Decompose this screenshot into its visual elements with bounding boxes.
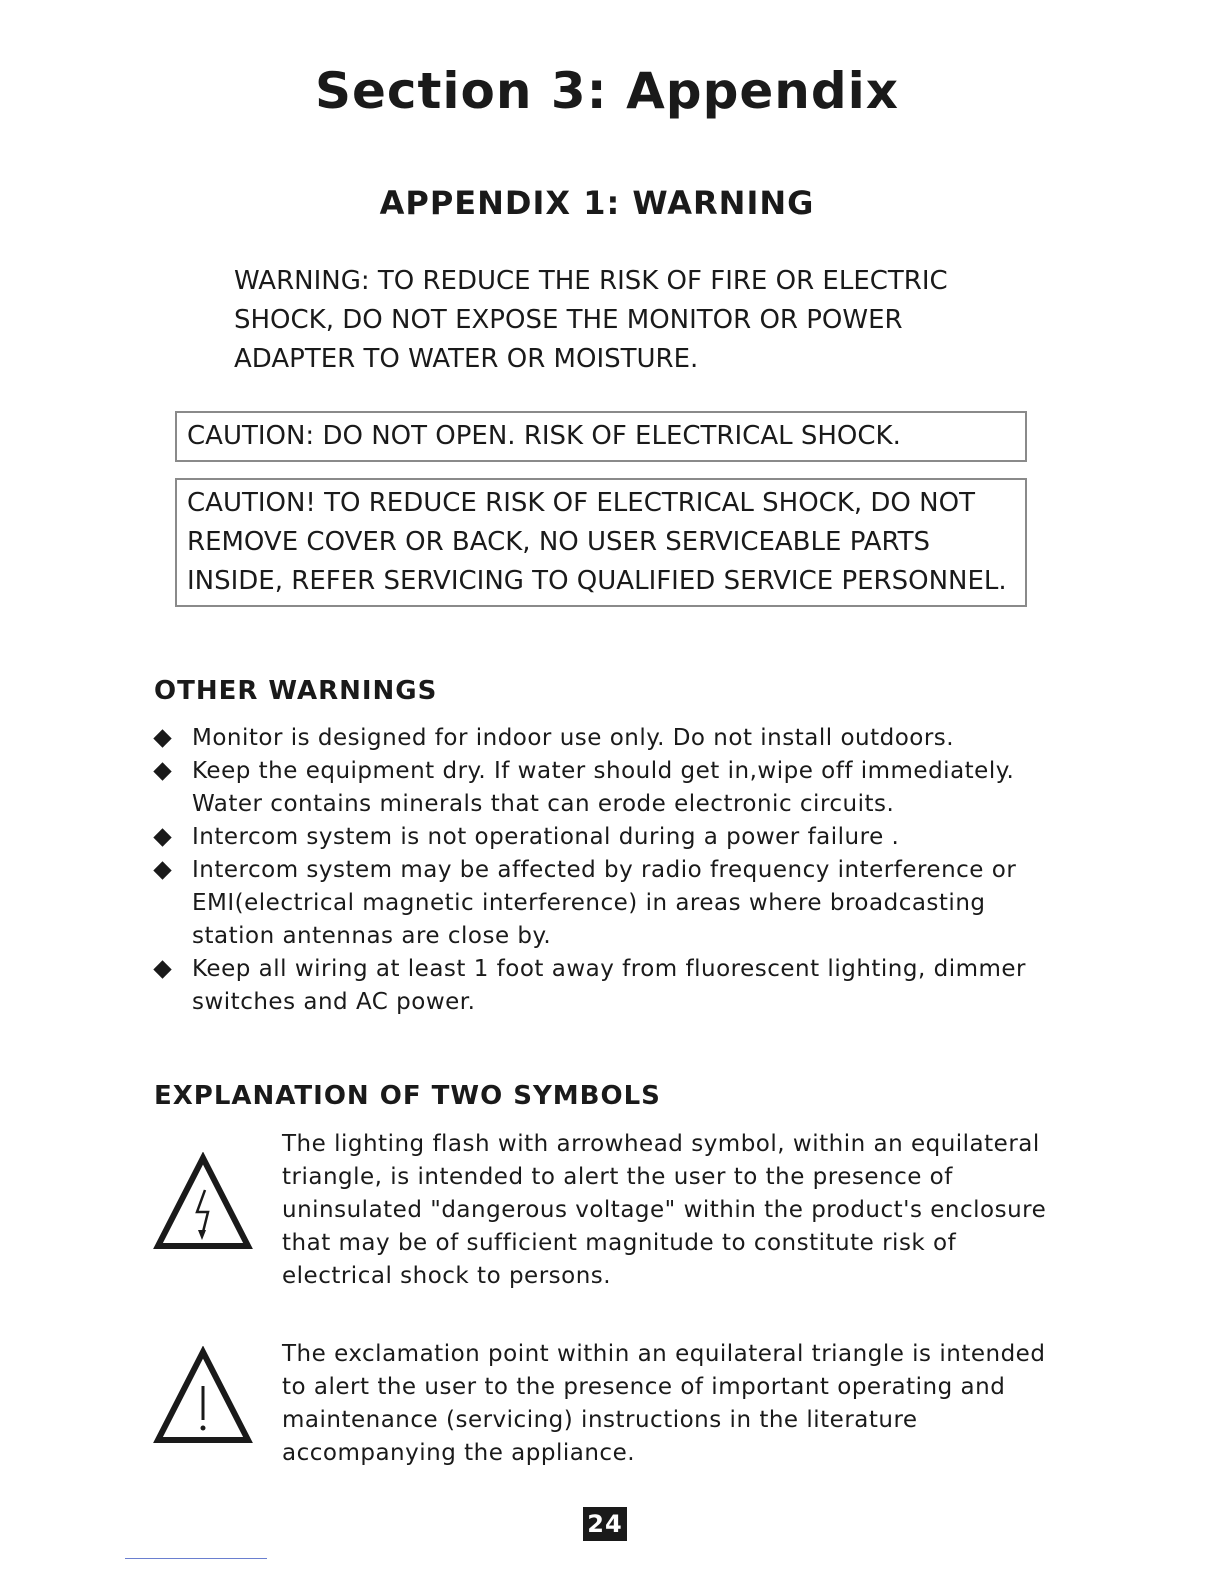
warning-text xyxy=(234,262,1014,379)
description-line: accompanying the appliance. xyxy=(282,1440,636,1466)
list-item-line: Intercom system is not operational during a power failure . xyxy=(192,824,900,850)
description-line: that may be of sufficient magnitude to constitute risk of xyxy=(282,1230,957,1256)
warning-line: ADAPTER TO WATER OR MOISTURE. xyxy=(234,344,699,374)
description-line: electrical shock to persons. xyxy=(282,1263,612,1289)
diamond-bullet-icon xyxy=(153,729,171,747)
other-warnings-list xyxy=(152,722,1072,1019)
description-line: triangle, is intended to alert the user to the presence of xyxy=(282,1164,953,1190)
description-line: The exclamation point within an equilateral triangle is intended xyxy=(282,1341,1046,1367)
caution-box-cover xyxy=(175,478,1027,607)
lightning-warning-icon xyxy=(152,1152,254,1252)
warning-line: SHOCK, DO NOT EXPOSE THE MONITOR OR POWER xyxy=(234,305,903,335)
description-line: to alert the user to the presence of important operating and xyxy=(282,1374,1006,1400)
list-item-line: EMI(electrical magnetic interference) in areas where broadcasting xyxy=(192,890,986,916)
exclamation-warning-icon xyxy=(152,1346,254,1446)
list-item-line: Keep the equipment dry. If water should get in,wipe off immediately. xyxy=(192,758,1015,784)
exclamation-description xyxy=(282,1338,1072,1470)
warning-line: WARNING: TO REDUCE THE RISK OF FIRE OR ELECTRIC xyxy=(234,266,948,296)
description-line: The lighting flash with arrowhead symbol, within an equilateral xyxy=(282,1131,1040,1157)
description-line: maintenance (servicing) instructions in the literature xyxy=(282,1407,918,1433)
list-item xyxy=(152,854,1072,953)
list-item-line: Keep all wiring at least 1 foot away from fluorescent lighting, dimmer xyxy=(192,956,1027,982)
appendix-title: APPENDIX 1: WARNING xyxy=(379,184,815,222)
list-item-line: switches and AC power. xyxy=(192,989,476,1015)
description-line: uninsulated "dangerous voltage" within the product's enclosure xyxy=(282,1197,1047,1223)
lightning-description xyxy=(282,1128,1072,1293)
list-item xyxy=(152,755,1072,821)
list-item-line: Intercom system may be affected by radio frequency interference or xyxy=(192,857,1017,883)
page-number: 24 xyxy=(583,1507,627,1541)
section-title: Section 3: Appendix xyxy=(314,62,900,120)
list-item xyxy=(152,953,1072,1019)
caution-line: REMOVE COVER OR BACK, NO USER SERVICEABLE PARTS xyxy=(187,527,931,557)
diamond-bullet-icon xyxy=(153,861,171,879)
symbols-heading: EXPLANATION OF TWO SYMBOLS xyxy=(154,1081,661,1111)
caution-text: CAUTION: DO NOT OPEN. RISK OF ELECTRICAL SHOCK. xyxy=(187,421,901,451)
other-warnings-heading: OTHER WARNINGS xyxy=(154,676,438,706)
diamond-bullet-icon xyxy=(153,828,171,846)
list-item-line: Monitor is designed for indoor use only. Do not install outdoors. xyxy=(192,725,955,751)
list-item-line: Water contains minerals that can erode electronic circuits. xyxy=(192,791,895,817)
caution-line: CAUTION! TO REDUCE RISK OF ELECTRICAL SHOCK, DO NOT xyxy=(187,488,975,518)
list-item xyxy=(152,821,1072,854)
footer-divider xyxy=(125,1558,267,1559)
caution-box-open xyxy=(175,411,1027,462)
diamond-bullet-icon xyxy=(153,762,171,780)
list-item-line: station antennas are close by. xyxy=(192,923,552,949)
caution-line: INSIDE, REFER SERVICING TO QUALIFIED SERVICE PERSONNEL. xyxy=(187,566,1007,596)
list-item xyxy=(152,722,1072,755)
diamond-bullet-icon xyxy=(153,960,171,978)
